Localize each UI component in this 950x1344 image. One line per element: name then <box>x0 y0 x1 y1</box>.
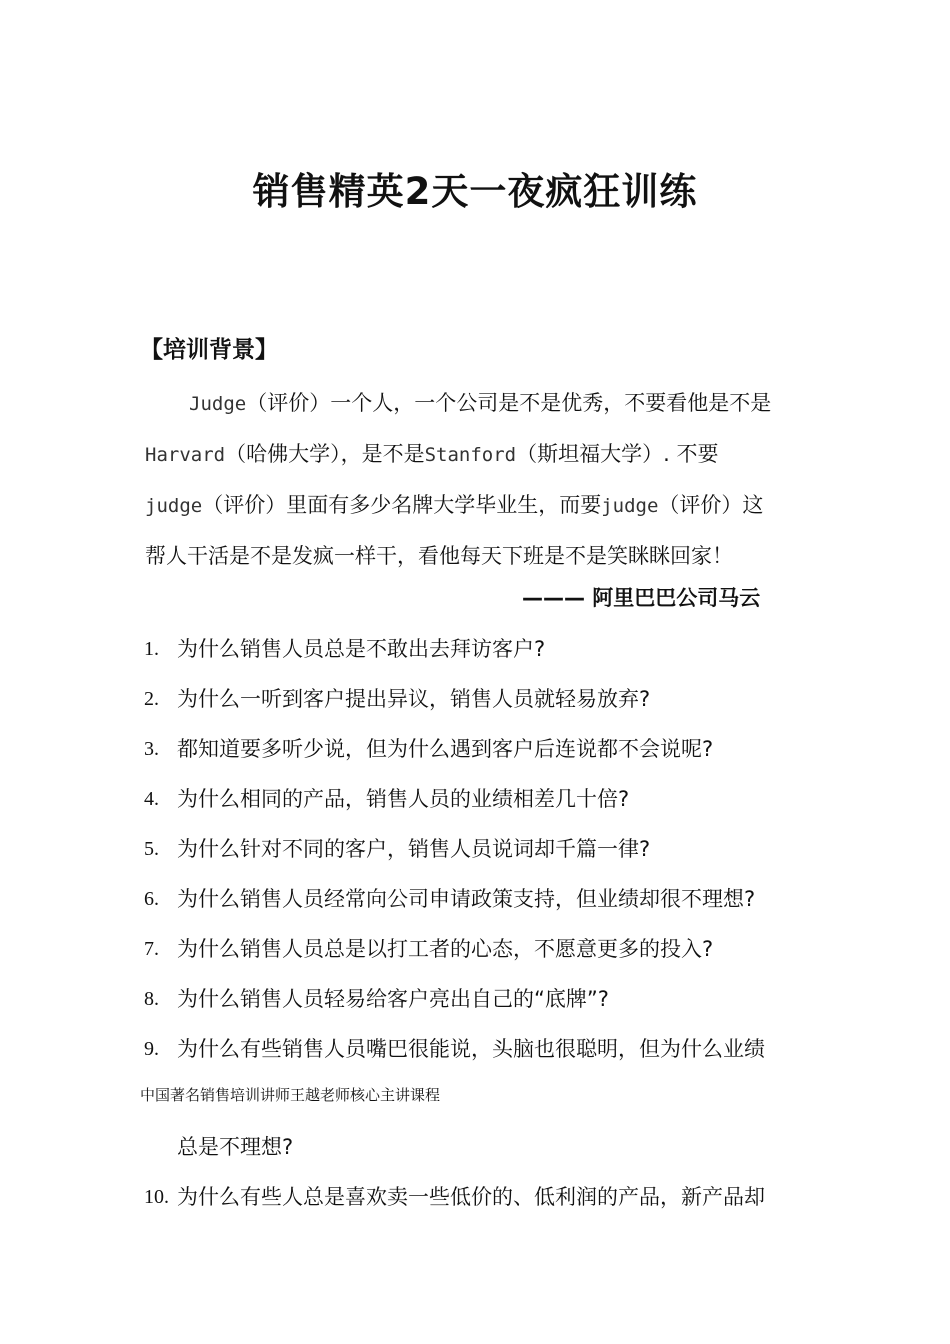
quote-text: （评价）一个人，一个公司是不是优秀，不要看他是不是 <box>246 391 772 415</box>
list-item-text: 为什么销售人员轻易给客户亮出自己的“底牌”? <box>177 987 609 1011</box>
list-item <box>140 1024 820 1074</box>
quote-text: 帮人干活是不是发疯一样干，看他每天下班是不是笑眯眯回家！ <box>145 544 733 568</box>
list-item <box>140 624 820 674</box>
list-item-number: 2. <box>144 688 159 710</box>
list-item-number: 10. <box>144 1186 169 1208</box>
list-item-number: 3. <box>144 738 159 760</box>
list-item-number: 5. <box>144 838 159 860</box>
quote-latin-word: Harvard <box>145 444 226 466</box>
list-item-number: 1. <box>144 638 159 660</box>
list-item-text: 为什么销售人员总是不敢出去拜访客户? <box>177 637 546 661</box>
list-item <box>140 774 820 824</box>
list-item-text: 为什么有些销售人员嘴巴很能说，头脑也很聪明，但为什么业绩 <box>177 1037 765 1061</box>
quote-line-2 <box>145 429 810 480</box>
quote-line-3 <box>145 480 810 531</box>
list-item-text: 为什么有些人总是喜欢卖一些低价的、低利润的产品，新产品却 <box>177 1185 765 1209</box>
list-item <box>140 1172 820 1222</box>
quote-latin-word: Stanford <box>424 444 517 466</box>
quote-text: （斯坦福大学）. 不要 <box>516 442 719 466</box>
quote-latin-word: judge <box>145 495 203 517</box>
quote-line-1 <box>145 378 810 429</box>
list-item <box>140 924 820 974</box>
list-item-text: 为什么一听到客户提出异议，销售人员就轻易放弃? <box>177 687 651 711</box>
list-item-text: 为什么销售人员总是以打工者的心态，不愿意更多的投入? <box>177 937 714 961</box>
quote-line-4 <box>145 531 810 581</box>
list-item-text: 为什么相同的产品，销售人员的业绩相差几十倍? <box>177 787 630 811</box>
list-item <box>140 974 820 1024</box>
list-item-number: 6. <box>144 888 159 910</box>
list-item-text: 总是不理想? <box>177 1135 294 1159</box>
quote-latin-word: Judge <box>189 393 247 415</box>
page-footer-note: 中国著名销售培训讲师王越老师核心主讲课程 <box>140 1086 441 1104</box>
quote-paragraph <box>145 378 810 581</box>
list-item-text: 为什么销售人员经常向公司申请政策支持，但业绩却很不理想? <box>177 887 756 911</box>
list-item-number: 9. <box>144 1038 159 1060</box>
list-item <box>140 824 820 874</box>
list-item <box>140 724 820 774</box>
list-item <box>140 674 820 724</box>
document-title: 销售精英2天一夜疯狂训练 <box>252 170 698 213</box>
list-item-number: 7. <box>144 938 159 960</box>
list-item-text: 都知道要多听少说，但为什么遇到客户后连说都不会说呢? <box>177 737 714 761</box>
quote-latin-word: judge <box>601 495 659 517</box>
quote-text: （评价）里面有多少名牌大学毕业生，而要 <box>202 493 602 517</box>
list-item-number: 4. <box>144 788 159 810</box>
quote-text: （评价）这 <box>658 493 764 517</box>
question-list <box>140 624 820 1074</box>
quote-text: （哈佛大学），是不是 <box>225 442 425 466</box>
quote-attribution: ——— 阿里巴巴公司马云 <box>522 586 761 610</box>
section-heading-training-background: 【培训背景】 <box>140 337 278 363</box>
list-item <box>140 1122 820 1172</box>
list-item <box>140 874 820 924</box>
question-list-continued <box>140 1122 820 1222</box>
list-item-number: 8. <box>144 988 159 1010</box>
list-item-text: 为什么针对不同的客户，销售人员说词却千篇一律? <box>177 837 651 861</box>
